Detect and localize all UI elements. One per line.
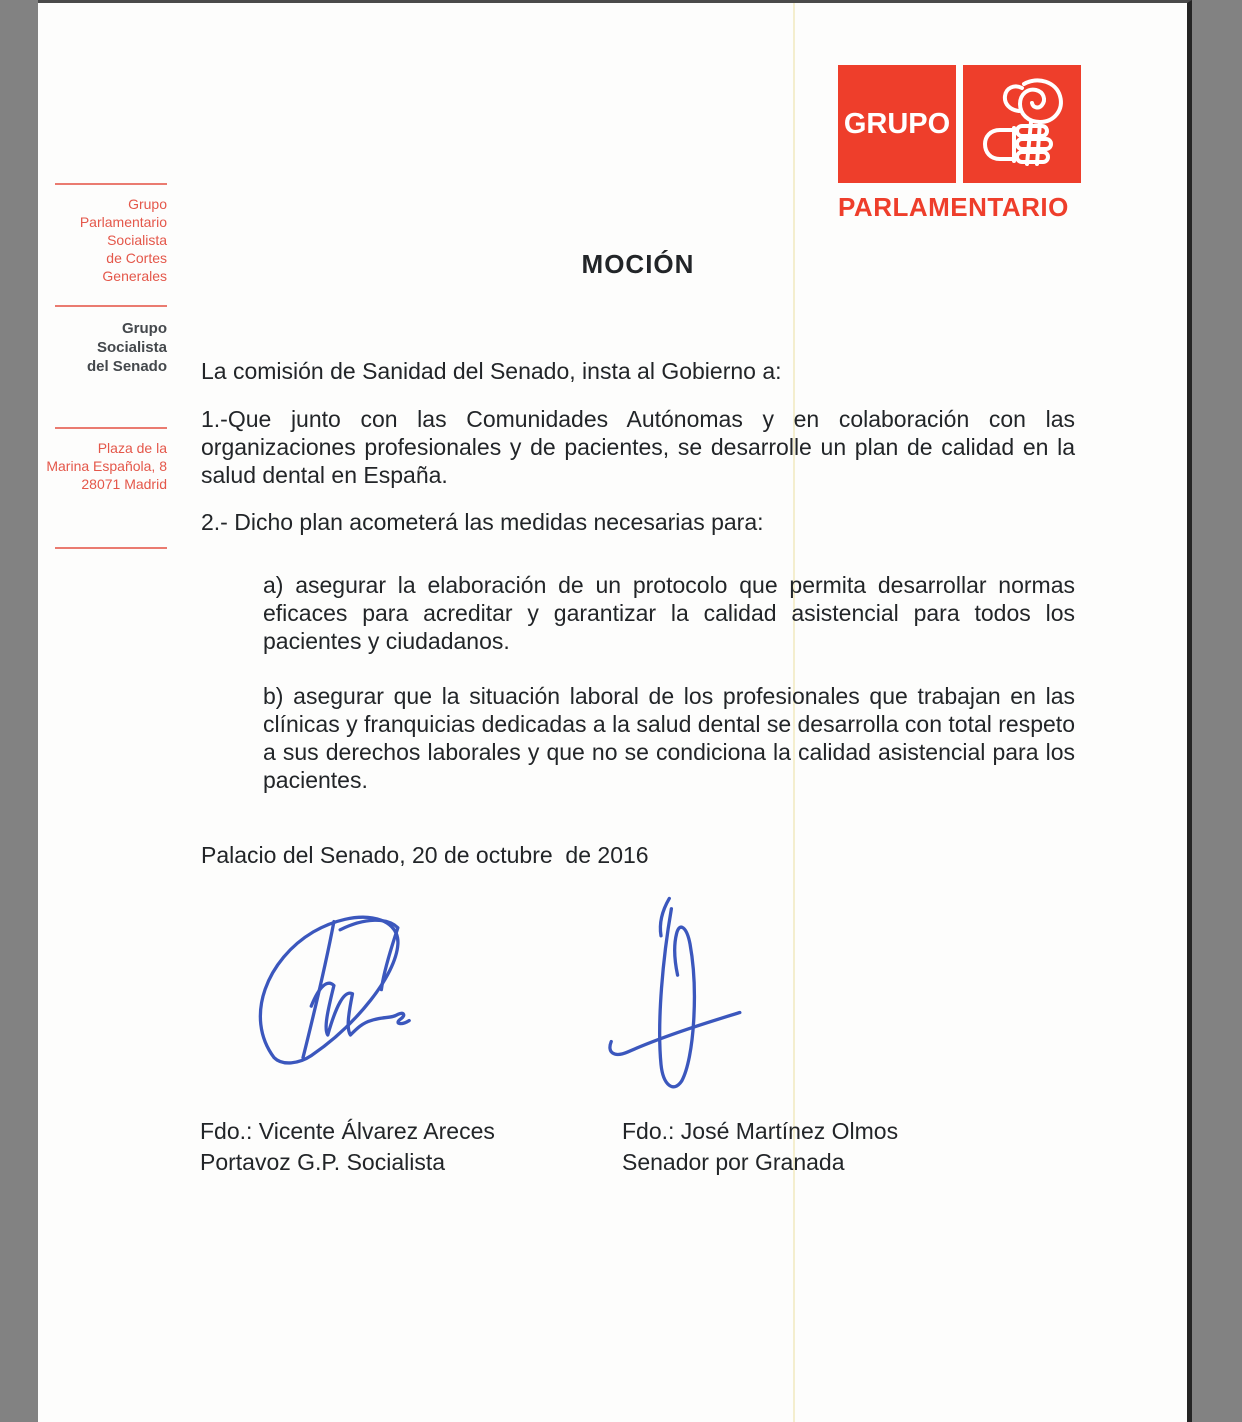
document-page — [38, 0, 1192, 1422]
sidebar-line: del Senado — [86, 358, 167, 375]
signer-left-name: Fdo.: Vicente Álvarez Areces — [200, 1118, 495, 1144]
sidebar-line: Marina Española, 8 — [46, 458, 167, 474]
signer-right-role: Senador por Granada — [622, 1149, 845, 1175]
sidebar-line: Grupo — [128, 196, 167, 212]
signer-right-name: Fdo.: José Martínez Olmos — [622, 1118, 899, 1144]
item-b: b) asegurar que la situación laboral de los profesionales que trabajan en las clínicas y franquicias dedicadas a la salud dental se desarrolla con total respeto a sus derechos laborales y que no se condiciona la calidad asistencial para los pacientes. — [263, 683, 1075, 793]
logo-grupo-square — [838, 65, 956, 183]
sidebar-block-cortes-generales — [38, 195, 167, 285]
sidebar-line: 28071 Madrid — [81, 476, 167, 492]
sidebar-rule-2 — [55, 305, 167, 307]
sidebar-rule-3 — [55, 427, 167, 429]
clause-2: 2.- Dicho plan acometerá las medidas necesarias para: — [201, 509, 764, 535]
logo-squares — [838, 65, 1084, 183]
sidebar-line: de Cortes — [106, 250, 167, 266]
sidebar-block-grupo-senado — [38, 319, 167, 376]
sidebar-rule-4 — [55, 547, 167, 549]
sidebar-line: Socialista — [96, 339, 167, 356]
sidebar-line: Parlamentario — [79, 214, 167, 230]
fist-and-rose-icon — [972, 74, 1072, 174]
dateline: Palacio del Senado, 20 de octubre de 2016 — [201, 842, 649, 868]
sidebar-line: Grupo — [122, 320, 167, 337]
intro-line: La comisión de Sanidad del Senado, insta al Gobierno a: — [201, 358, 782, 384]
signer-right — [622, 1116, 898, 1178]
clause-1: 1.-Que junto con las Comunidades Autónomas y en colaboración con las organizaciones profesionales y de pacientes, se desarrolle un plan de calidad en la salud dental en España. — [201, 406, 1075, 488]
document-title: MOCIÓN — [581, 249, 695, 279]
signer-left-role: Portavoz G.P. Socialista — [200, 1149, 446, 1175]
sidebar-line: Generales — [102, 268, 167, 284]
letterhead-logo — [838, 65, 1084, 223]
sidebar-line: Socialista — [107, 232, 167, 248]
logo-parlamentario-text: PARLAMENTARIO — [838, 192, 1069, 222]
signature-olmos — [605, 893, 745, 1103]
sidebar-rule-1 — [55, 183, 167, 185]
sidebar-line: Plaza de la — [97, 440, 167, 456]
sidebar-block-address — [38, 439, 167, 493]
logo-grupo-text: GRUPO — [843, 107, 951, 140]
signer-left — [200, 1116, 495, 1178]
signature-areces — [251, 903, 421, 1068]
logo-emblem-square — [963, 65, 1081, 183]
item-a: a) asegurar la elaboración de un protocolo que permita desarrollar normas eficaces para acreditar y garantizar la calidad asistencial para todos los pacientes y ciudadanos. — [263, 572, 1075, 654]
